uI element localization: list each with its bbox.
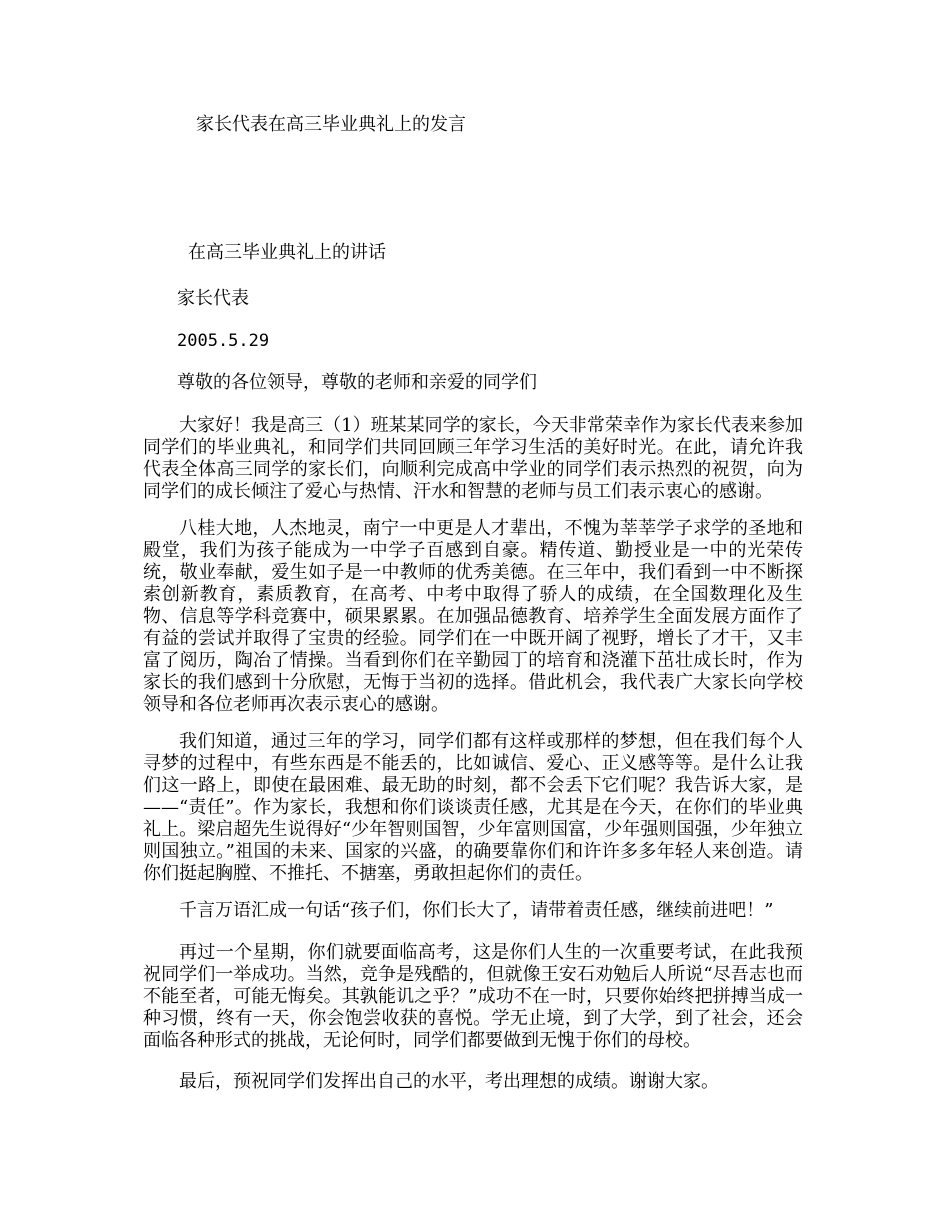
document-heading: 家长代表在高三毕业典礼上的发言	[196, 114, 466, 135]
paragraph: 千言万语汇成一句话“孩子们，你们长大了，请带着责任感，继续前进吧！”	[179, 900, 774, 921]
speaker-line: 家长代表	[177, 288, 249, 309]
paragraph: 我们知道，通过三年的学习，同学们都有这样或那样的梦想，但在我们每个人寻梦的过程中，有些东西是不能丢的，比如诚信、爱心、正义感等等。是什么让我们这一路上，即使在最困难、最无助的时刻，都不会丢下它们呢？我告诉大家，是——“责任”。作为家长，我想和你们谈谈责任感，尤其是在今天，在你们的毕业典礼上。梁启超先生说得好“少年智则国智，少年富则国富，少年强则国强，少年独立则国独立。”祖国的未来、国家的兴盛，的确要靠你们和许许多多年轻人来创造。请你们挺起胸膛、不推托、不搪塞，勇敢担起你们的责任。	[143, 731, 803, 884]
paragraph: 再过一个星期，你们就要面临高考，这是你们人生的一次重要考试，在此我预祝同学们一举成功。当然，竞争是残酷的，但就像王安石劝勉后人所说“尽吾志也而不能至者，可能无悔矣。其孰能讥之乎？”成功不在一时，只要你始终把拼搏当成一种习惯，终有一天，你会饱尝收获的喜悦。学无止境，到了大学，到了社会，还会面临各种形式的挑战，无论何时，同学们都要做到无愧于你们的母校。	[143, 942, 803, 1051]
paragraph: 大家好！我是高三（1）班某某同学的家长，今天非常荣幸作为家长代表来参加同学们的毕业典礼，和同学们共同回顾三年学习生活的美好时光。在此，请允许我代表全体高三同学的家长们，向顺利完成高中学业的同学们表示热烈的祝贺，向为同学们的成长倾注了爱心与热情、汗水和智慧的老师与员工们表示衷心的感谢。	[143, 415, 803, 502]
paragraph: 最后，预祝同学们发挥出自己的水平，考出理想的成绩。谢谢大家。	[179, 1071, 719, 1092]
paragraph: 八桂大地，人杰地灵，南宁一中更是人才辈出，不愧为莘莘学子求学的圣地和殿堂，我们为孩子能成为一中学子百感到自豪。精传道、勤授业是一中的光荣传统，敬业奉献，爱生如子是一中教师的优秀美德。在三年中，我们看到一中不断探索创新教育，素质教育，在高考、中考中取得了骄人的成绩，在全国数理化及生物、信息等学科竞赛中，硕果累累。在加强品德教育、培养学生全面发展方面作了有益的尝试并取得了宝贵的经验。同学们在一中既开阔了视野，增长了才干，又丰富了阅历，陶冶了情操。当看到你们在辛勤园丁的培育和浇灌下茁壮成长时，作为家长的我们感到十分欣慰，无悔于当初的选择。借此机会，我代表广大家长向学校领导和各位老师再次表示衷心的感谢。	[143, 518, 803, 715]
speech-subtitle: 在高三毕业典礼上的讲话	[188, 242, 386, 263]
speech-date: 2005.5.29	[177, 331, 270, 351]
salutation: 尊敬的各位领导，尊敬的老师和亲爱的同学们	[177, 372, 537, 393]
